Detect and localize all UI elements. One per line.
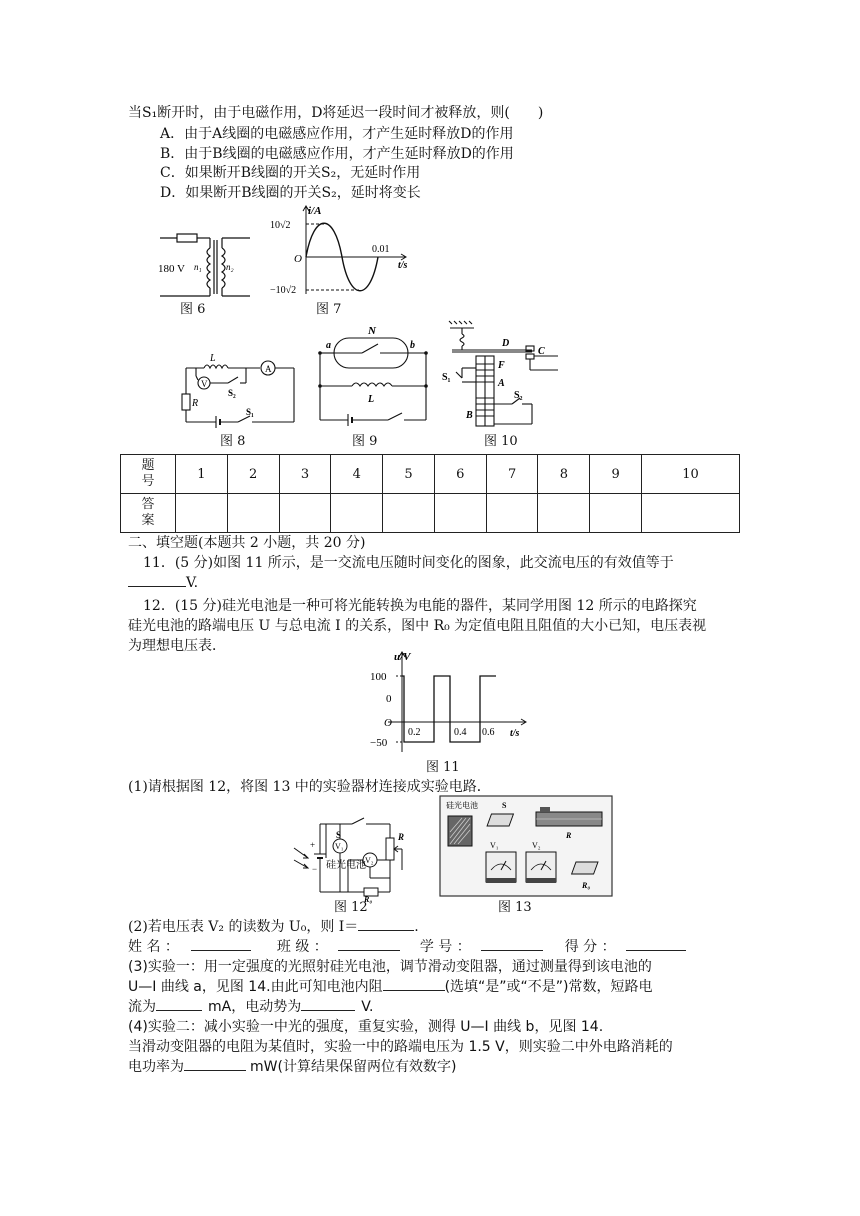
answer-cell[interactable] <box>279 494 331 533</box>
figure-11-voltage-graph <box>358 646 538 758</box>
fig13-S: S <box>502 801 507 810</box>
fig10-A: A <box>498 378 505 389</box>
class-label: 班 级 ： <box>276 939 328 955</box>
part-3-line-2: U—I 曲线 a，见图 14.由此可知电池内阻 (选填“是”或“不是”)常数，短路电 <box>128 979 653 995</box>
table-row-answers <box>121 494 740 533</box>
fig10-C: C <box>538 346 545 357</box>
part-5-line-1: 当滑动变阻器的电阻为某值时，实验一中的路端电压为 1.5 V，则实验二中外电路消耗的 <box>128 1039 673 1055</box>
fig12-V1: V₁ <box>335 842 344 851</box>
question-number-cell: 5 <box>383 455 435 494</box>
fig12-R: R <box>398 832 405 842</box>
fig13-fixed-resistor <box>572 862 598 874</box>
fig10-F: F <box>498 360 505 371</box>
question-number-cell: 7 <box>486 455 538 494</box>
fig13-V1: V₁ <box>490 841 499 850</box>
fig7-xaxis-label: t/s <box>398 260 408 271</box>
fig8-R: R <box>192 398 199 409</box>
answer-cell[interactable] <box>383 494 435 533</box>
question-number-cell: 8 <box>538 455 590 494</box>
fig12-cell: 硅光电池 <box>326 860 366 871</box>
fig13-solar-cell <box>448 816 472 846</box>
question-number-cell: 6 <box>434 455 486 494</box>
fig12-V2: V₂ <box>365 856 374 865</box>
part-3-line-3: 流为 mA，电动势为 V. <box>128 999 374 1015</box>
question-12-line-1: 12．(15 分)硅光电池是一种可将光能转换为电能的器件，某同学用图 12 所示的电路探究 <box>143 598 697 614</box>
fig12-plus: + <box>310 840 316 850</box>
question-number-cell: 4 <box>331 455 383 494</box>
answer-cell[interactable] <box>331 494 383 533</box>
option-b: B．由于B线圈的电磁感应作用，才产生延时释放D的作用 <box>160 146 514 162</box>
answer-cell[interactable] <box>590 494 642 533</box>
fig11-y0: 0 <box>386 693 392 705</box>
fig13-switch <box>487 814 513 826</box>
fig7-ymin-label: −10√2 <box>270 285 297 296</box>
fig13-R: R <box>566 831 572 840</box>
figure-7-current-graph <box>268 202 418 302</box>
fig6-voltage: 180 V <box>158 263 185 275</box>
fig6-n2: n₂ <box>226 262 234 272</box>
option-c: C．如果断开B线圈的开关S₂，无延时作用 <box>160 165 421 181</box>
id-label: 学 号 ： <box>419 939 471 955</box>
fig11-origin: O <box>384 717 392 729</box>
fig10-S2: S₂ <box>514 390 523 401</box>
name-label: 姓 名 ： <box>128 939 179 955</box>
fig12-S: S <box>336 830 342 840</box>
figure-6-caption: 图 6 <box>180 302 206 317</box>
figure-13-equipment <box>440 796 612 896</box>
figure-13-caption: 图 13 <box>498 900 532 915</box>
fig11-yaxis-label: u/V <box>394 651 411 663</box>
option-d: D．如果断开B线圈的开关S₂，延时将变长 <box>160 185 421 201</box>
question-number-cell: 10 <box>642 455 740 494</box>
fig8-S1: S₁ <box>246 407 254 417</box>
figure-10-relay <box>440 320 564 434</box>
score-field[interactable] <box>626 938 686 951</box>
answer-cell[interactable] <box>434 494 486 533</box>
class-field[interactable] <box>338 938 400 951</box>
figure-11-caption: 图 11 <box>426 760 460 775</box>
part-2-text: (2)若电压表 V₂ 的读数为 U₀，则 I＝ . <box>128 919 419 935</box>
fig11-t1: 0.2 <box>408 727 421 738</box>
question-number-cell: 1 <box>176 455 228 494</box>
answer-cell[interactable] <box>486 494 538 533</box>
fig12-R0: R₀ <box>364 895 373 904</box>
question-11-line-1: 11．(5 分)如图 11 所示，是一交流电压随时间变化的图象，此交流电压的有效值等于 <box>143 555 674 571</box>
answer-cell[interactable] <box>176 494 228 533</box>
figure-9-circuit <box>306 324 442 430</box>
question-number-cell: 3 <box>279 455 331 494</box>
fig9-a: a <box>326 340 331 351</box>
question-12-line-3: 为理想电压表． <box>128 638 226 654</box>
figure-7-caption: 图 7 <box>316 302 342 317</box>
figure-8-circuit <box>176 350 300 430</box>
part-3-line-1: (3)实验一：用一定强度的光照射硅光电池，调节滑动变阻器，通过测量得到该电池的 <box>128 959 652 975</box>
question-12-line-2: 硅光电池的路端电压 U 与总电流 I 的关系，图中 R₀ 为定值电阻且阻值的大小已知，电压表视 <box>128 618 707 634</box>
question-11-line-2: V. <box>128 574 198 592</box>
short-current-blank[interactable] <box>156 998 202 1011</box>
fig13-cell-label: 硅光电池 <box>446 801 478 810</box>
student-info-row <box>128 938 686 956</box>
id-field[interactable] <box>481 938 543 951</box>
power-blank[interactable] <box>184 1058 246 1071</box>
part-1-text: (1)请根据图 12，将图 13 中的实验器材连接成实验电路． <box>128 779 491 795</box>
answer-cell[interactable] <box>538 494 590 533</box>
score-label: 得 分 ： <box>564 939 616 955</box>
resistance-blank[interactable] <box>383 978 445 991</box>
fig8-L: L <box>210 353 216 364</box>
fig11-xaxis-label: t/s <box>510 728 520 739</box>
p2-answer-blank[interactable] <box>358 918 414 931</box>
question-number-cell: 9 <box>590 455 642 494</box>
table-row-numbers <box>121 455 740 494</box>
figure-8-caption: 图 8 <box>220 434 246 449</box>
figure-6-transformer <box>150 226 260 306</box>
figure-10-caption: 图 10 <box>484 434 518 449</box>
option-a: A．由于A线圈的电磁感应作用，才产生延时释放D的作用 <box>160 126 514 142</box>
fig9-b: b <box>410 340 415 351</box>
fig7-ymax-label: 10√2 <box>270 220 291 231</box>
fig11-t2: 0.4 <box>454 727 467 738</box>
answer-table <box>120 454 740 533</box>
fig13-R0: R₀ <box>582 881 591 890</box>
fig13-voltmeter-2 <box>526 852 556 883</box>
fig10-D: D <box>502 338 510 349</box>
question-intro: 当S₁断开时，由于电磁作用，D将延迟一段时间才被释放，则( ) <box>128 105 544 121</box>
answer-cell[interactable] <box>227 494 279 533</box>
fig6-n1: n₁ <box>194 262 202 272</box>
fig13-V2: V₂ <box>532 841 541 850</box>
fig10-B: B <box>466 410 473 421</box>
fig9-N: N <box>368 325 376 337</box>
section-2-title: 二、填空题(本题共 2 小题，共 20 分) <box>128 535 366 551</box>
q11-answer-blank[interactable] <box>128 574 186 587</box>
fig8-A: A <box>265 364 272 374</box>
fig11-y100: 100 <box>370 671 387 683</box>
fig7-tick: 0.01 <box>372 244 390 255</box>
figure-12-circuit <box>290 818 410 904</box>
fig11-yneg: −50 <box>370 737 388 749</box>
fig7-origin: O <box>294 253 302 265</box>
name-field[interactable] <box>191 938 251 951</box>
question-number-cell: 2 <box>227 455 279 494</box>
fig13-voltmeter-1 <box>486 852 516 883</box>
fig9-L: L <box>368 394 375 405</box>
answer-cell[interactable] <box>642 494 740 533</box>
fig10-S1: S₁ <box>442 372 451 383</box>
fig8-S2: S₂ <box>228 388 236 398</box>
part-5-line-2: 电功率为 mW(计算结果保留两位有效数字) <box>128 1059 457 1075</box>
figure-9-caption: 图 9 <box>352 434 378 449</box>
fig8-V: V <box>201 379 208 389</box>
figure-12-caption: 图 12 <box>334 900 368 915</box>
emf-blank[interactable] <box>301 998 355 1011</box>
part-4-text: (4)实验二：减小实验一中光的强度，重复实验，测得 U—I 曲线 b，见图 14. <box>128 1019 604 1035</box>
fig11-t3: 0.6 <box>482 727 495 738</box>
fig7-yaxis-label: i/A <box>308 205 322 217</box>
table-header-answer: 答案 <box>121 494 176 533</box>
table-header-number: 题号 <box>121 455 176 494</box>
fig12-minus: − <box>312 864 318 874</box>
